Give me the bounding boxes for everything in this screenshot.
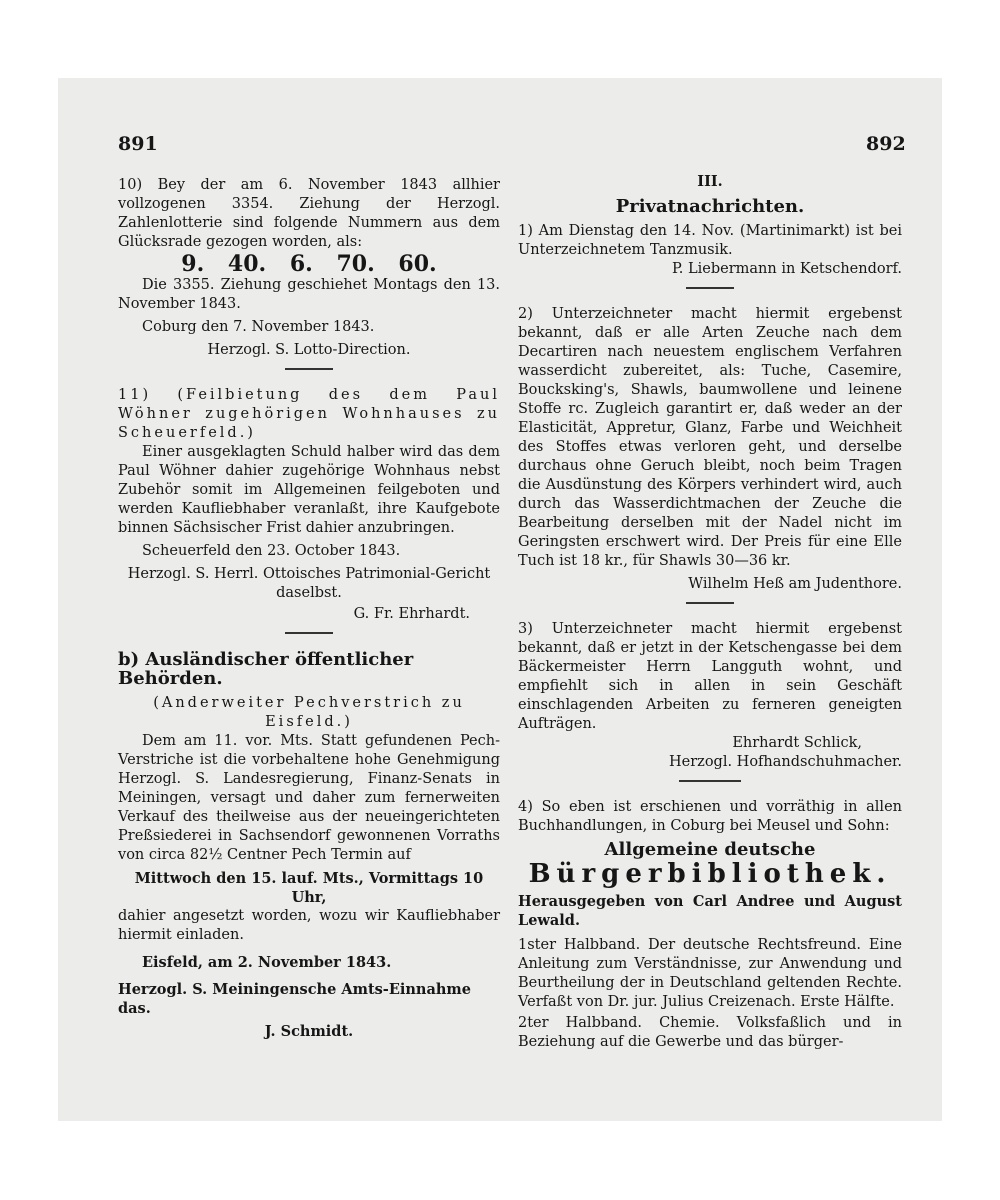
private-news-heading: Privatnachrichten. xyxy=(615,196,805,217)
section-b-signature-office: Herzogl. S. Meiningensche Amts-Einnahme das. xyxy=(118,981,471,1017)
notice-10-place-date: Coburg den 7. November 1843. xyxy=(142,319,375,335)
notice-10-text: 10) Bey der am 6. November 1843 allhier vollzogenen 3354. Ziehung der Herzogl. Zahlenlotterie sind folgende Nummern aus dem Glücksrade gezogen worden, als: xyxy=(118,177,500,250)
page-number-left: 891 xyxy=(118,133,158,155)
notice-11-text: Einer ausgeklagten Schuld halber wird das dem Paul Wöhner dahier zugehörige Wohnhaus nebst Zubehör somit im Allgemeinen feilgeboten und werden Kaufliebhaber veranlaßt, ihre Kaufgebote binnen Sächsischer Frist dahier anzubringen. xyxy=(118,444,500,536)
section-b-title: (Anderweiter Pechverstrich zu Eisfeld.) xyxy=(153,695,465,730)
right-column xyxy=(518,132,902,1052)
book-volume-2: 2ter Halbband. Chemie. Volksfaßlich und in Beziehung auf die Gewerbe und das bürger- xyxy=(518,1015,902,1050)
book-title-line-1: Allgemeine deutsche xyxy=(604,839,816,860)
notice-10-signature: Herzogl. S. Lotto-Direction. xyxy=(207,342,411,358)
divider xyxy=(686,287,734,289)
page-number-right: 892 xyxy=(866,133,906,155)
section-b-heading: b) Ausländischer öffentlicher Behörden. xyxy=(118,649,414,689)
section-b-signature-name: J. Schmidt. xyxy=(264,1023,354,1040)
section-b-text: Dem am 11. vor. Mts. Statt gefundenen Pech-Verstriche ist die vorbehaltene hohe Genehmigung Herzogl. S. Landesregierung, Finanz-Senats in Meiningen, versagt und daher zum fernerweiten Verkauf des theilweise aus der neueingerichteten Preßsiederei in Sachsendorf gewonnenen Vorraths von circa 82½ Centner Pech Termin auf xyxy=(118,733,500,863)
notice-2-text: 2) Unterzeichneter macht hiermit ergebenst bekannt, daß er alle Arten Zeuche nach dem Decartiren nach neuestem englischem Verfahren wasserdicht zubereitet, als: Tuche, Casemire, Boucksking's, Shawls, baumwollene und leinene Stoffe rc. Zugleich garantirt er, daß weder an der Elasticität, Appretur, Glanz, Farbe und Weichheit des Stoffes etwas verloren geht, und derselbe durchaus ohne Geruch bleibt, noch beim Tragen die Ausdünstung des Körpers verhindert wird, auch durch das Wasserdichtmachen der Zeuche die Bearbeitung derselben mit der Nadel nicht im Geringsten erschwert wird. Der Preis für eine Elle Tuch ist 18 kr., für Shawls 30—36 kr. xyxy=(518,306,902,569)
section-b-text-2: dahier angesetzt worden, wozu wir Kaufliebhaber hiermit einladen. xyxy=(118,908,500,943)
notice-11-signature-court: Herzogl. S. Herrl. Ottoisches Patrimonial-Gericht daselbst. xyxy=(127,566,491,601)
notice-1-text: 1) Am Dienstag den 14. Nov. (Martinimarkt) ist bei Unterzeichnetem Tanzmusik. xyxy=(518,223,902,258)
divider xyxy=(679,780,741,782)
notice-11-signature-name: G. Fr. Ehrhardt. xyxy=(353,606,470,622)
notice-3-signature-name: Ehrhardt Schlick, xyxy=(732,735,862,751)
divider xyxy=(285,368,333,370)
notice-11-place-date: Scheuerfeld den 23. October 1843. xyxy=(142,543,401,559)
book-editors: Herausgegeben von Carl Andree und August Lewald. xyxy=(518,893,902,929)
section-b-place-date: Eisfeld, am 2. November 1843. xyxy=(142,954,392,971)
book-volume-1: 1ster Halbband. Der deutsche Rechtsfreund. Eine Anleitung zum Verständnisse, zur Anwendung und Beurtheilung der in Deutschland geltenden Rechte. Verfaßt von Dr. jur. Julius Creizenach. Erste Hälfte. xyxy=(518,937,902,1010)
notice-4-text: 4) So eben ist erschienen und vorräthig in allen Buchhandlungen, in Coburg bei Meusel und Sohn: xyxy=(518,799,902,834)
section-number: III. xyxy=(697,173,723,190)
notice-3-text: 3) Unterzeichneter macht hiermit ergebenst bekannt, daß er jetzt in der Ketschengasse bei dem Bäckermeister Herrn Langguth wohnt, und empfiehlt sich in allen in sein Geschäft einschlagenden Arbeiten zu ferneren geneigten Aufträgen. xyxy=(518,621,902,732)
notice-10-next-draw: Die 3355. Ziehung geschiehet Montags den 13. November 1843. xyxy=(118,277,500,312)
section-b-date: Mittwoch den 15. lauf. Mts., Vormittags 10 Uhr, xyxy=(134,870,484,906)
left-column xyxy=(118,132,500,1041)
lottery-numbers: 9. 40. 6. 70. 60. xyxy=(181,251,437,277)
book-title-line-2: Bürgerbibliothek. xyxy=(528,859,892,889)
notice-3-signature-title: Herzogl. Hofhandschuhmacher. xyxy=(669,754,902,770)
notice-2-signature: Wilhelm Heß am Judenthore. xyxy=(688,576,902,592)
divider xyxy=(285,632,333,634)
notice-11-title: 11) (Feilbietung des dem Paul Wöhner zugehörigen Wohnhauses zu Scheuerfeld.) xyxy=(118,387,500,441)
divider xyxy=(686,602,734,604)
notice-1-signature: P. Liebermann in Ketschendorf. xyxy=(671,261,902,277)
